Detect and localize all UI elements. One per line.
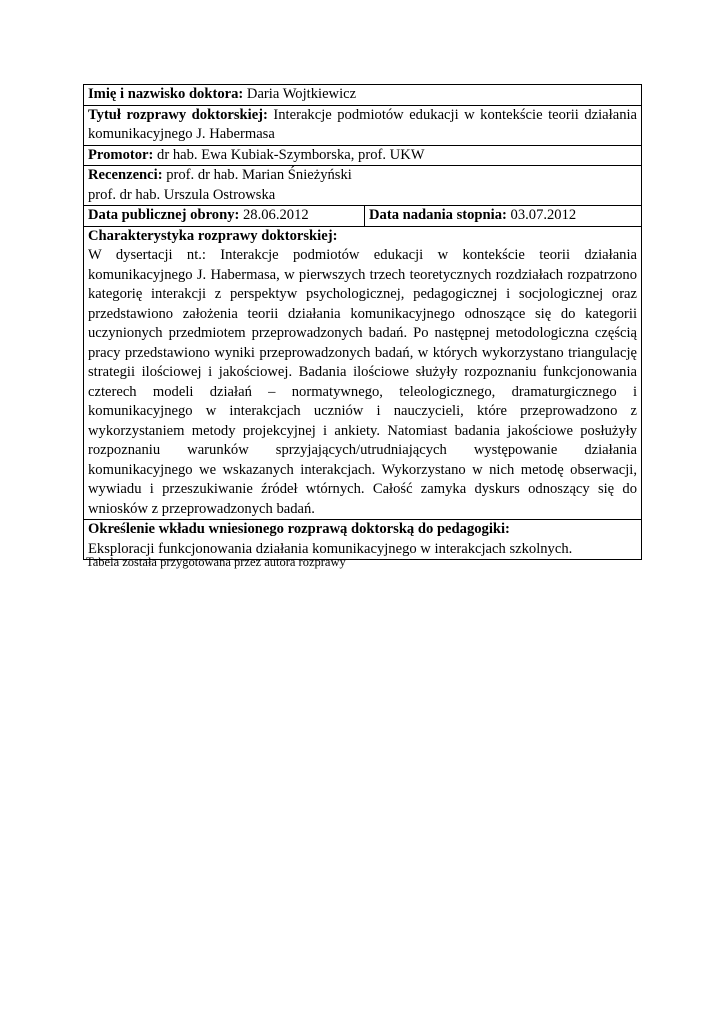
characteristics-label: Charakterystyka rozprawy doktorskiej: — [88, 227, 338, 244]
contribution-label: Określenie wkładu wniesionego rozprawą doktorską do pedagogiki: — [88, 521, 510, 537]
doctor-cell — [84, 85, 642, 106]
reviewers-cell — [84, 166, 642, 206]
contribution-row — [84, 520, 642, 560]
doctor-name: Daria Wojtkiewicz — [243, 86, 357, 102]
defense-cell — [84, 206, 365, 227]
table-footnote: Tabela została przygotowana przez autora rozprawy — [86, 555, 346, 569]
defense-label: Data publicznej obrony: — [88, 207, 240, 223]
reviewer-1: prof. dr hab. Marian Śnieżyński — [162, 167, 352, 183]
title-row — [84, 105, 642, 145]
defense-date: 28.06.2012 — [239, 207, 309, 223]
reviewers-label: Recenzenci: — [88, 167, 163, 183]
dissertation-info-table — [83, 84, 642, 560]
degree-label: Data nadania stopnia: — [369, 207, 507, 223]
title-label: Tytuł rozprawy doktorskiej: — [88, 106, 268, 123]
characteristics-row — [84, 226, 642, 520]
characteristics-cell — [84, 226, 642, 520]
promotor-row — [84, 145, 642, 166]
promotor-label: Promotor: — [88, 146, 154, 163]
promotor-cell — [84, 145, 642, 166]
doctor-label: Imię i nazwisko doktora: — [88, 86, 244, 102]
reviewers-row — [84, 166, 642, 206]
reviewer-2: prof. dr hab. Urszula Ostrowska — [88, 186, 276, 203]
degree-date: 03.07.2012 — [506, 207, 577, 223]
promotor-value: dr hab. Ewa Kubiak-Szymborska, prof. UKW — [153, 146, 425, 163]
title-value: Interakcje podmiotów edukacji w kontekście teorii działania komunikacyjnego J. Habermasa — [88, 106, 638, 142]
degree-cell — [365, 206, 642, 227]
title-cell — [84, 105, 642, 145]
reviewer-line-1 — [88, 166, 637, 186]
dates-row — [84, 206, 642, 227]
doctor-row — [84, 85, 642, 106]
contribution-text: Eksploracji funkcjonowania działania komunikacyjnego w interakcjach szkolnych. — [88, 540, 573, 557]
contribution-cell — [84, 520, 642, 560]
characteristics-text: W dysertacji nt.: Interakcje podmiotów edukacji w kontekście teorii działania komunikacyjnego J. Habermasa, w pierwszych trzech teoretycznych rozdziałach rozpatrzono kategorię interakcji z perspektyw psychologicznej, pedagogicznej i socjologicznej oraz przedstawiono założenia teorii działania komunikacyjnego odnoszące się do kategorii uczynionych przedmiotem przeprowadzonych badań. Po następnej metodologiczna częścią pracy przedstawiono wyniki przeprowadzonych badań, w których wykorzystano triangulację strategii ilościowej i jakościowej. Badania ilościowe służyły rozpoznaniu funkcjonowania czterech modeli działań – normatywnego, teleologicznego, dramaturgicznego i komunikacyjnego w interakcjach uczniów i nauczycieli, które przeprowadzono z wykorzystaniem metody projekcyjnej i ankiety. Natomiast badania jakościowe posłużyły rozpoznaniu warunków sprzyjających/utrudniających występowanie działania komunikacyjnego we wskazanych interakcjach. Wykorzystano w nich metodę obserwacji, wywiadu i przeszukiwanie źródeł wtórnych. Całość zamyka dyskurs odnoszący się do wniosków z przeprowadzonych badań. — [88, 247, 638, 517]
